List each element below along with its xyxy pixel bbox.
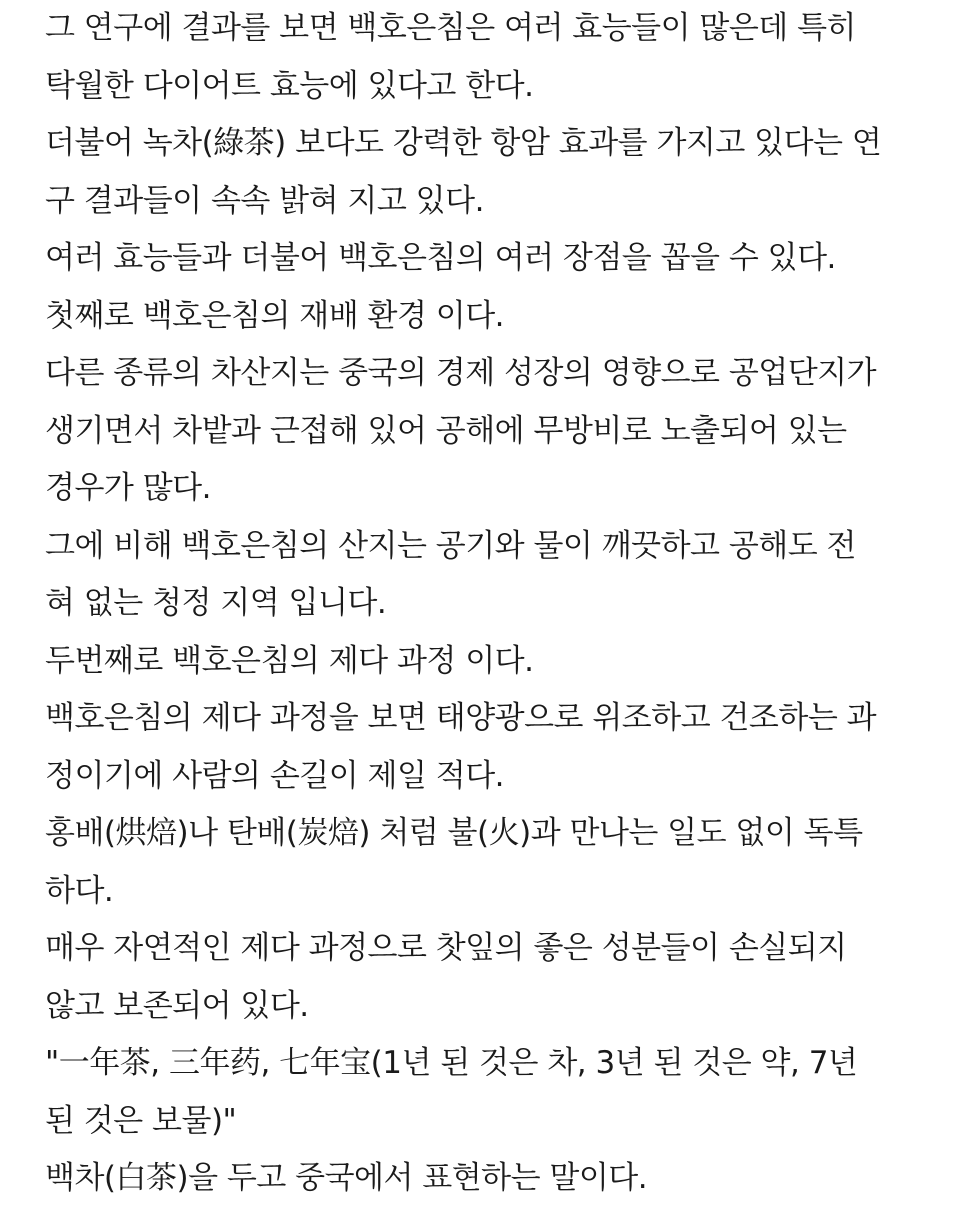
text-line: "一年茶, 三年药, 七年宝(1년 된 것은 차, 3년 된 것은 약, 7년 xyxy=(45,1045,858,1081)
text-line: 그에 비해 백호은침의 산지는 공기와 물이 깨끗하고 공해도 전 xyxy=(45,527,856,564)
text-line: 백차(白茶)을 두고 중국에서 표현하는 말이다. xyxy=(45,1160,648,1196)
text-line: 않고 보존되어 있다. xyxy=(45,987,309,1024)
text-line: 된 것은 보물)" xyxy=(45,1102,237,1139)
text-line: 매우 자연적인 제다 과정으로 찻잎의 좋은 성분들이 손실되지 xyxy=(45,930,847,966)
text-line: 첫째로 백호은침의 재배 환경 이다. xyxy=(45,297,505,334)
text-line: 정이기에 사람의 손길이 제일 적다. xyxy=(45,757,505,794)
text-line: 백호은침의 제다 과정을 보면 태양광으로 위조하고 건조하는 과 xyxy=(45,700,877,736)
article-body xyxy=(45,0,925,1208)
text-line: 혀 없는 청정 지역 입니다. xyxy=(45,585,387,621)
text-line: 더불어 녹차(綠茶) 보다도 강력한 항암 효과를 가지고 있다는 연 xyxy=(45,125,882,161)
text-line: 여러 효능들과 더불어 백호은침의 여러 장점을 꼽을 수 있다. xyxy=(45,240,836,276)
text-line: 그 연구에 결과를 보면 백호은침은 여러 효능들이 많은데 특히 xyxy=(45,10,856,46)
text-line: 두번째로 백호은침의 제다 과정 이다. xyxy=(45,642,534,679)
text-line: 구 결과들이 속속 밝혀 지고 있다. xyxy=(45,182,484,219)
text-line: 홍배(烘焙)나 탄배(炭焙) 처럼 불(火)과 만나는 일도 없이 독특 xyxy=(45,815,863,851)
text-line: 생기면서 차밭과 근접해 있어 공해에 무방비로 노출되어 있는 xyxy=(45,412,847,449)
text-line: 다른 종류의 차산지는 중국의 경제 성장의 영향으로 공업단지가 xyxy=(45,355,877,391)
text-line: 하다. xyxy=(45,872,114,909)
text-line: 탁월한 다이어트 효능에 있다고 한다. xyxy=(45,67,534,104)
text-line: 경우가 많다. xyxy=(45,470,211,506)
